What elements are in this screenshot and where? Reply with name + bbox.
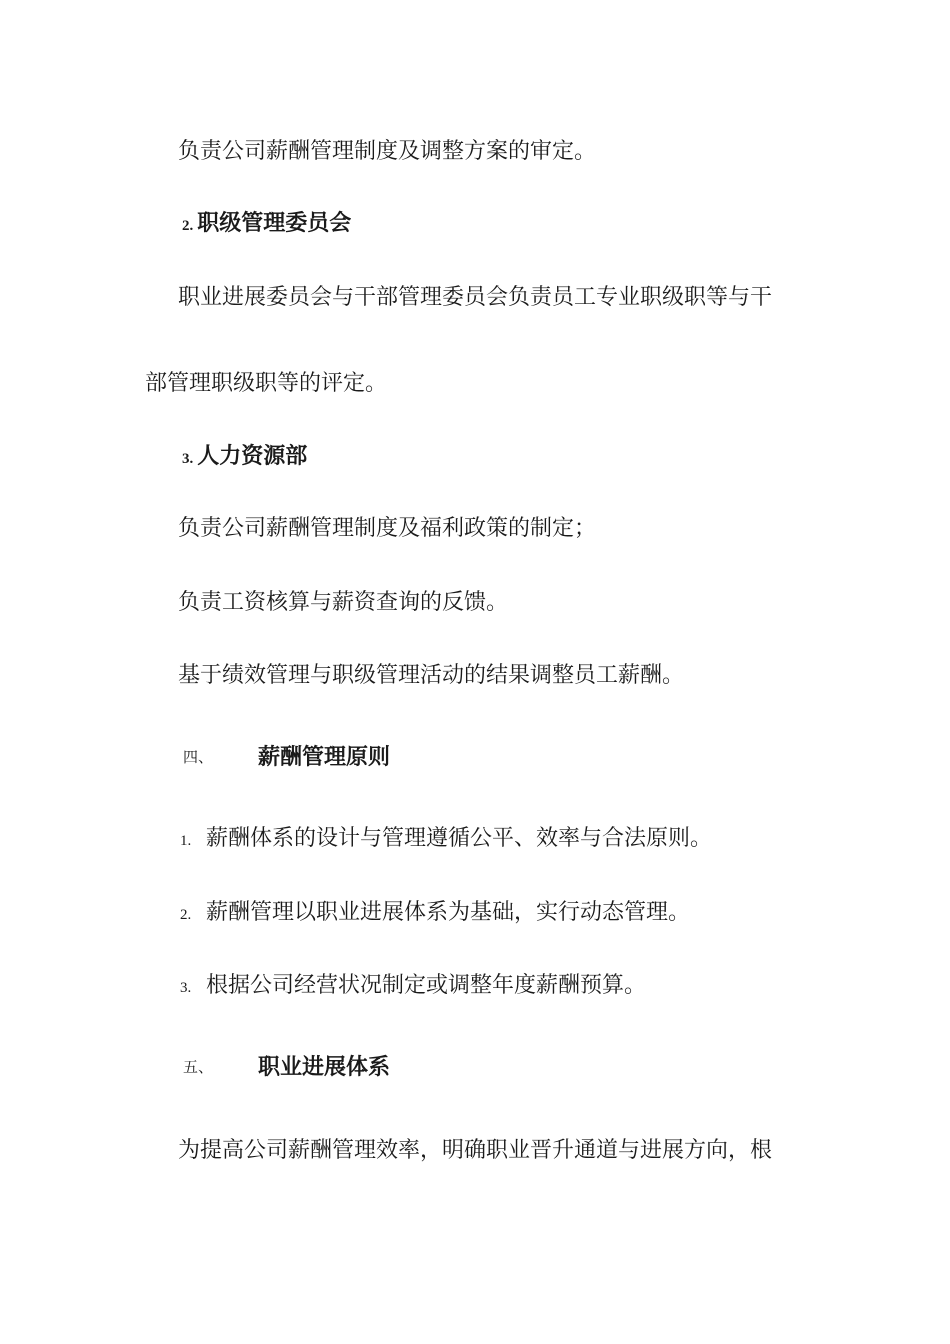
principle-number: 3.	[180, 980, 192, 996]
paragraph-payroll: 负责工资核算与薪资查询的反馈。	[178, 590, 509, 615]
subheading-grade-committee	[182, 209, 351, 241]
section-title-career-system: 职业进展体系	[258, 1055, 391, 1080]
section-number-five: 五、	[183, 1060, 214, 1076]
paragraph-adjustment: 基于绩效管理与职级管理活动的结果调整员工薪酬。	[178, 663, 685, 688]
subheading-number: 2.	[182, 218, 194, 234]
section-number-four: 四、	[183, 750, 214, 766]
subheading-hr-department	[182, 442, 307, 474]
principle-item: 薪酬体系的设计与管理遵循公平、效率与合法原则。	[206, 826, 713, 851]
section-title-principles: 薪酬管理原则	[258, 745, 391, 770]
subheading-number: 3.	[182, 451, 194, 467]
paragraph-committee-line-1: 职业进展委员会与干部管理委员会负责员工专业职级职等与干	[178, 285, 773, 310]
paragraph-review: 负责公司薪酬管理制度及调整方案的审定。	[178, 139, 597, 164]
subheading-title: 职级管理委员会	[197, 211, 352, 236]
subheading-title: 人力资源部	[197, 444, 308, 469]
paragraph-committee-line-2: 部管理职级职等的评定。	[145, 371, 388, 396]
principle-number: 1.	[180, 833, 192, 849]
principle-item: 薪酬管理以职业进展体系为基础，实行动态管理。	[206, 900, 691, 925]
paragraph-career-intro: 为提高公司薪酬管理效率，明确职业晋升通道与进展方向，根	[178, 1138, 773, 1163]
paragraph-hr-policy: 负责公司薪酬管理制度及福利政策的制定；	[178, 516, 597, 541]
principle-item: 根据公司经营状况制定或调整年度薪酬预算。	[206, 973, 647, 998]
principle-number: 2.	[180, 907, 192, 923]
